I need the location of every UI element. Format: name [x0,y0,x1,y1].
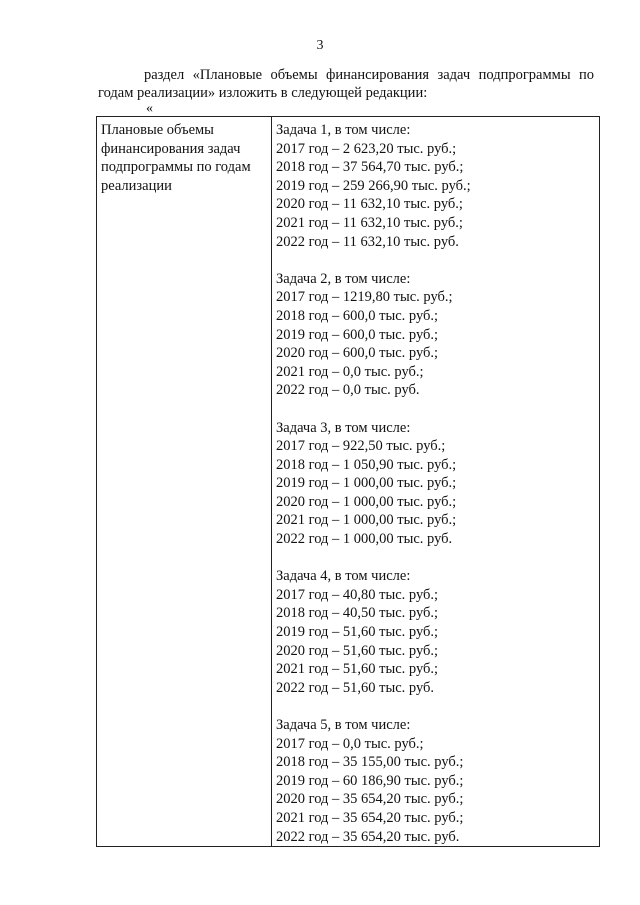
year-amount-line: 2018 год – 35 155,00 тыс. руб.; [276,754,464,771]
year-amount-line: 2017 год – 1219,80 тыс. руб.; [276,289,453,306]
year-amount-line: 2021 год – 1 000,00 тыс. руб.; [276,512,457,529]
year-amount-line: 2018 год – 37 564,70 тыс. руб.; [276,159,464,176]
year-amount-line: 2020 год – 11 632,10 тыс. руб.; [276,196,463,213]
year-amount-line: 2018 год – 1 050,90 тыс. руб.; [276,456,457,473]
page-number: 3 [316,38,324,53]
year-amount-line: 2019 год – 1 000,00 тыс. руб.; [276,475,457,492]
tasks-cell [272,117,600,847]
year-amount-line: 2019 год – 259 266,90 тыс. руб.; [276,177,471,194]
task-header: Задача 3, в том числе: [276,419,411,436]
year-amount-line: 2018 год – 600,0 тыс. руб.; [276,307,439,324]
task-header: Задача 4, в том числе: [276,568,411,585]
year-amount-line: 2020 год – 51,60 тыс. руб.; [276,642,439,659]
year-amount-line: 2022 год – 0,0 тыс. руб. [276,382,420,399]
task-block-1 [276,121,596,251]
year-amount-line: 2020 год – 35 654,20 тыс. руб.; [276,791,464,808]
task-header: Задача 5, в том числе: [276,717,411,733]
table-row [97,117,600,847]
year-amount-line: 2019 год – 60 186,90 тыс. руб.; [276,772,464,789]
opening-quote: « [146,101,153,116]
task-header: Задача 2, в том числе: [276,270,411,287]
year-amount-line: 2019 год – 600,0 тыс. руб.; [276,326,439,343]
financing-table [96,116,600,847]
year-amount-line: 2019 год – 51,60 тыс. руб.; [276,624,439,641]
task-block-2 [276,270,596,400]
task-header: Задача 1, в том числе: [276,122,411,138]
task-block-3 [276,419,596,549]
year-amount-line: 2022 год – 51,60 тыс. руб. [276,679,435,696]
year-amount-line: 2017 год – 0,0 тыс. руб.; [276,735,424,752]
section-title-cell: Плановые объемы финансирования задач подпрограммы по годам реализации [97,117,272,847]
year-amount-line: 2022 год – 35 654,20 тыс. руб. [276,828,460,845]
year-amount-line: 2020 год – 600,0 тыс. руб.; [276,345,439,362]
year-amount-line: 2022 год – 1 000,00 тыс. руб. [276,531,453,548]
intro-paragraph: раздел «Плановые объемы финансирования задач подпрограммы по годам реализации» изложить в следующей редакции: [98,67,594,101]
year-amount-line: 2017 год – 922,50 тыс. руб.; [276,438,446,455]
year-amount-line: 2022 год – 11 632,10 тыс. руб. [276,233,459,250]
year-amount-line: 2021 год – 0,0 тыс. руб.; [276,363,424,380]
year-amount-line: 2020 год – 1 000,00 тыс. руб.; [276,493,457,510]
year-amount-line: 2018 год – 40,50 тыс. руб.; [276,605,439,622]
year-amount-line: 2021 год – 11 632,10 тыс. руб.; [276,214,463,231]
year-amount-line: 2017 год – 40,80 тыс. руб.; [276,586,439,603]
task-block-4 [276,567,596,697]
year-amount-line: 2021 год – 51,60 тыс. руб.; [276,661,439,678]
year-amount-line: 2021 год – 35 654,20 тыс. руб.; [276,809,464,826]
task-block-5 [276,716,596,846]
year-amount-line: 2017 год – 2 623,20 тыс. руб.; [276,140,457,157]
